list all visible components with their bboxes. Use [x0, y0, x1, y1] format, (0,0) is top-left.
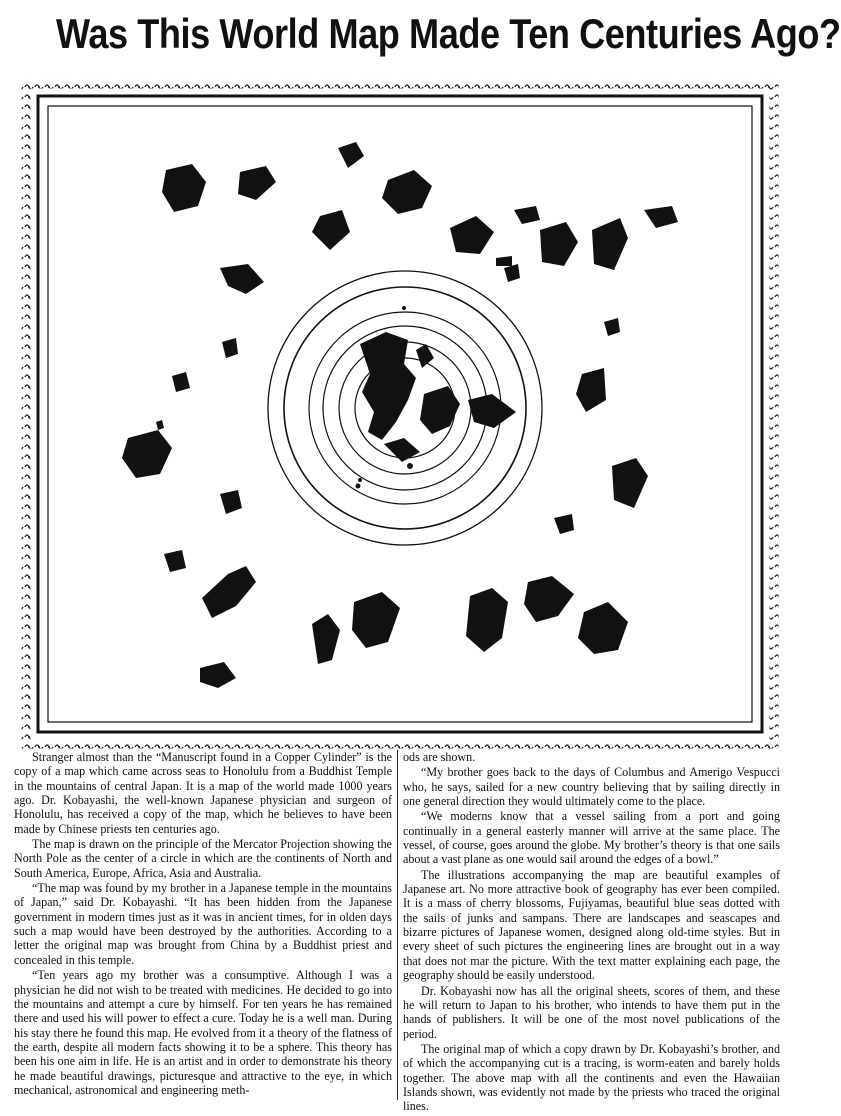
article-paragraph: Stranger almost than the “Manuscript found in a Copper Cylinder” is the copy of a map which came across seas to Honolulu from a Buddhist Temple in the mountains of central Japan. It is a map of the world made 1000 years ago. Dr. Kobayashi, the well-known Japanese physician and surgeon of Honolulu, has received a copy of the map, which he believes to have been made by Chinese priests ten centuries ago.: [14, 750, 392, 836]
article-column-left: [14, 750, 397, 1100]
article-column-right: [397, 750, 780, 1114]
article-paragraph: “Ten years ago my brother was a consumptive. Although I was a physician he did not wish to be treated with medicines. He decided to go into the mountains and attempt a cure by himself. For ten years he has remained there and used his will power to effect a cure. Today he is a well man. During his stay there he found this map. He evolved from it a theory of the flatness of the earth, despite all modern facts showing it to be a sphere. This theory has been his one aim in life. He is an artist and in order to demonstrate his theory he made beautiful drawings, picturesque and attractive to the eye, in which mechanical, astronomical and engineering meth-: [14, 968, 392, 1097]
headline: Was This World Map Made Ten Centuries Ago?: [56, 10, 841, 57]
article-paragraph: “The map was found by my brother in a Japanese temple in the mountains of Japan,” said Dr. Kobayashi. “It has been hidden from the Japanese government in modern times just as it was in ancient times, for in olden days such a map would have been destroyed by the authorities. According to a letter the original map was brought from China by a Buddhist priest and concealed in this temple.: [14, 881, 392, 967]
central-continents: [356, 306, 517, 489]
article-paragraph: The illustrations accompanying the map are beautiful examples of Japanese art. No more attractive book of geography has ever been compiled. It is a mass of cherry blossoms, Fujiyamas, beautiful blue seas dotted with the sails of junks and sampans. There are landscapes and seascapes and bizarre pictures of Japanese women, designed along old-time styles. But in every sheet of such pictures the engineering lines are brought out in a way that does not mar the picture. With the text matter explaining each page, the geography should be easily understood.: [403, 867, 780, 983]
article-body: [14, 750, 786, 1114]
article-paragraph: “We moderns know that a vessel sailing from a port and going continually in a general easterly manner will arrive at the same place. The vessel, of course, goes around the globe. My brother’s theory is that one sails about a vast plane as one would sail around the edges of a bowl.”: [403, 809, 780, 867]
article-paragraph: The original map of which a copy drawn by Dr. Kobayashi’s brother, and of which the accompanying cut is a tracing, is worm-eaten and barely holds together. The above map with all the continents and even the Hawaiian Islands shown, was evidently not made by the priests who traced the original lines.: [403, 1041, 780, 1114]
world-map-svg: [24, 82, 776, 746]
article-paragraph: “My brother goes back to the days of Columbus and Amerigo Vespucci who, he says, sailed for a new country believing that by sailing directly in one general direction they would ultimately come to the place.: [403, 765, 780, 809]
world-map-illustration: [24, 82, 776, 746]
article-paragraph: The map is drawn on the principle of the Mercator Projection showing the North Pole as the center of a circle in which are the continents of North and South America, Europe, Africa, Asia and Australia.: [14, 837, 392, 880]
article-paragraph-continuation: ods are shown.: [403, 750, 476, 764]
article-paragraph: Dr. Kobayashi now has all the original sheets, scores of them, and these he will return to Japan to his brother, who intends to have them put in the hands of publishers. It will be one of the most novel publications of the period.: [403, 983, 780, 1041]
outer-land-masses: [122, 142, 678, 688]
